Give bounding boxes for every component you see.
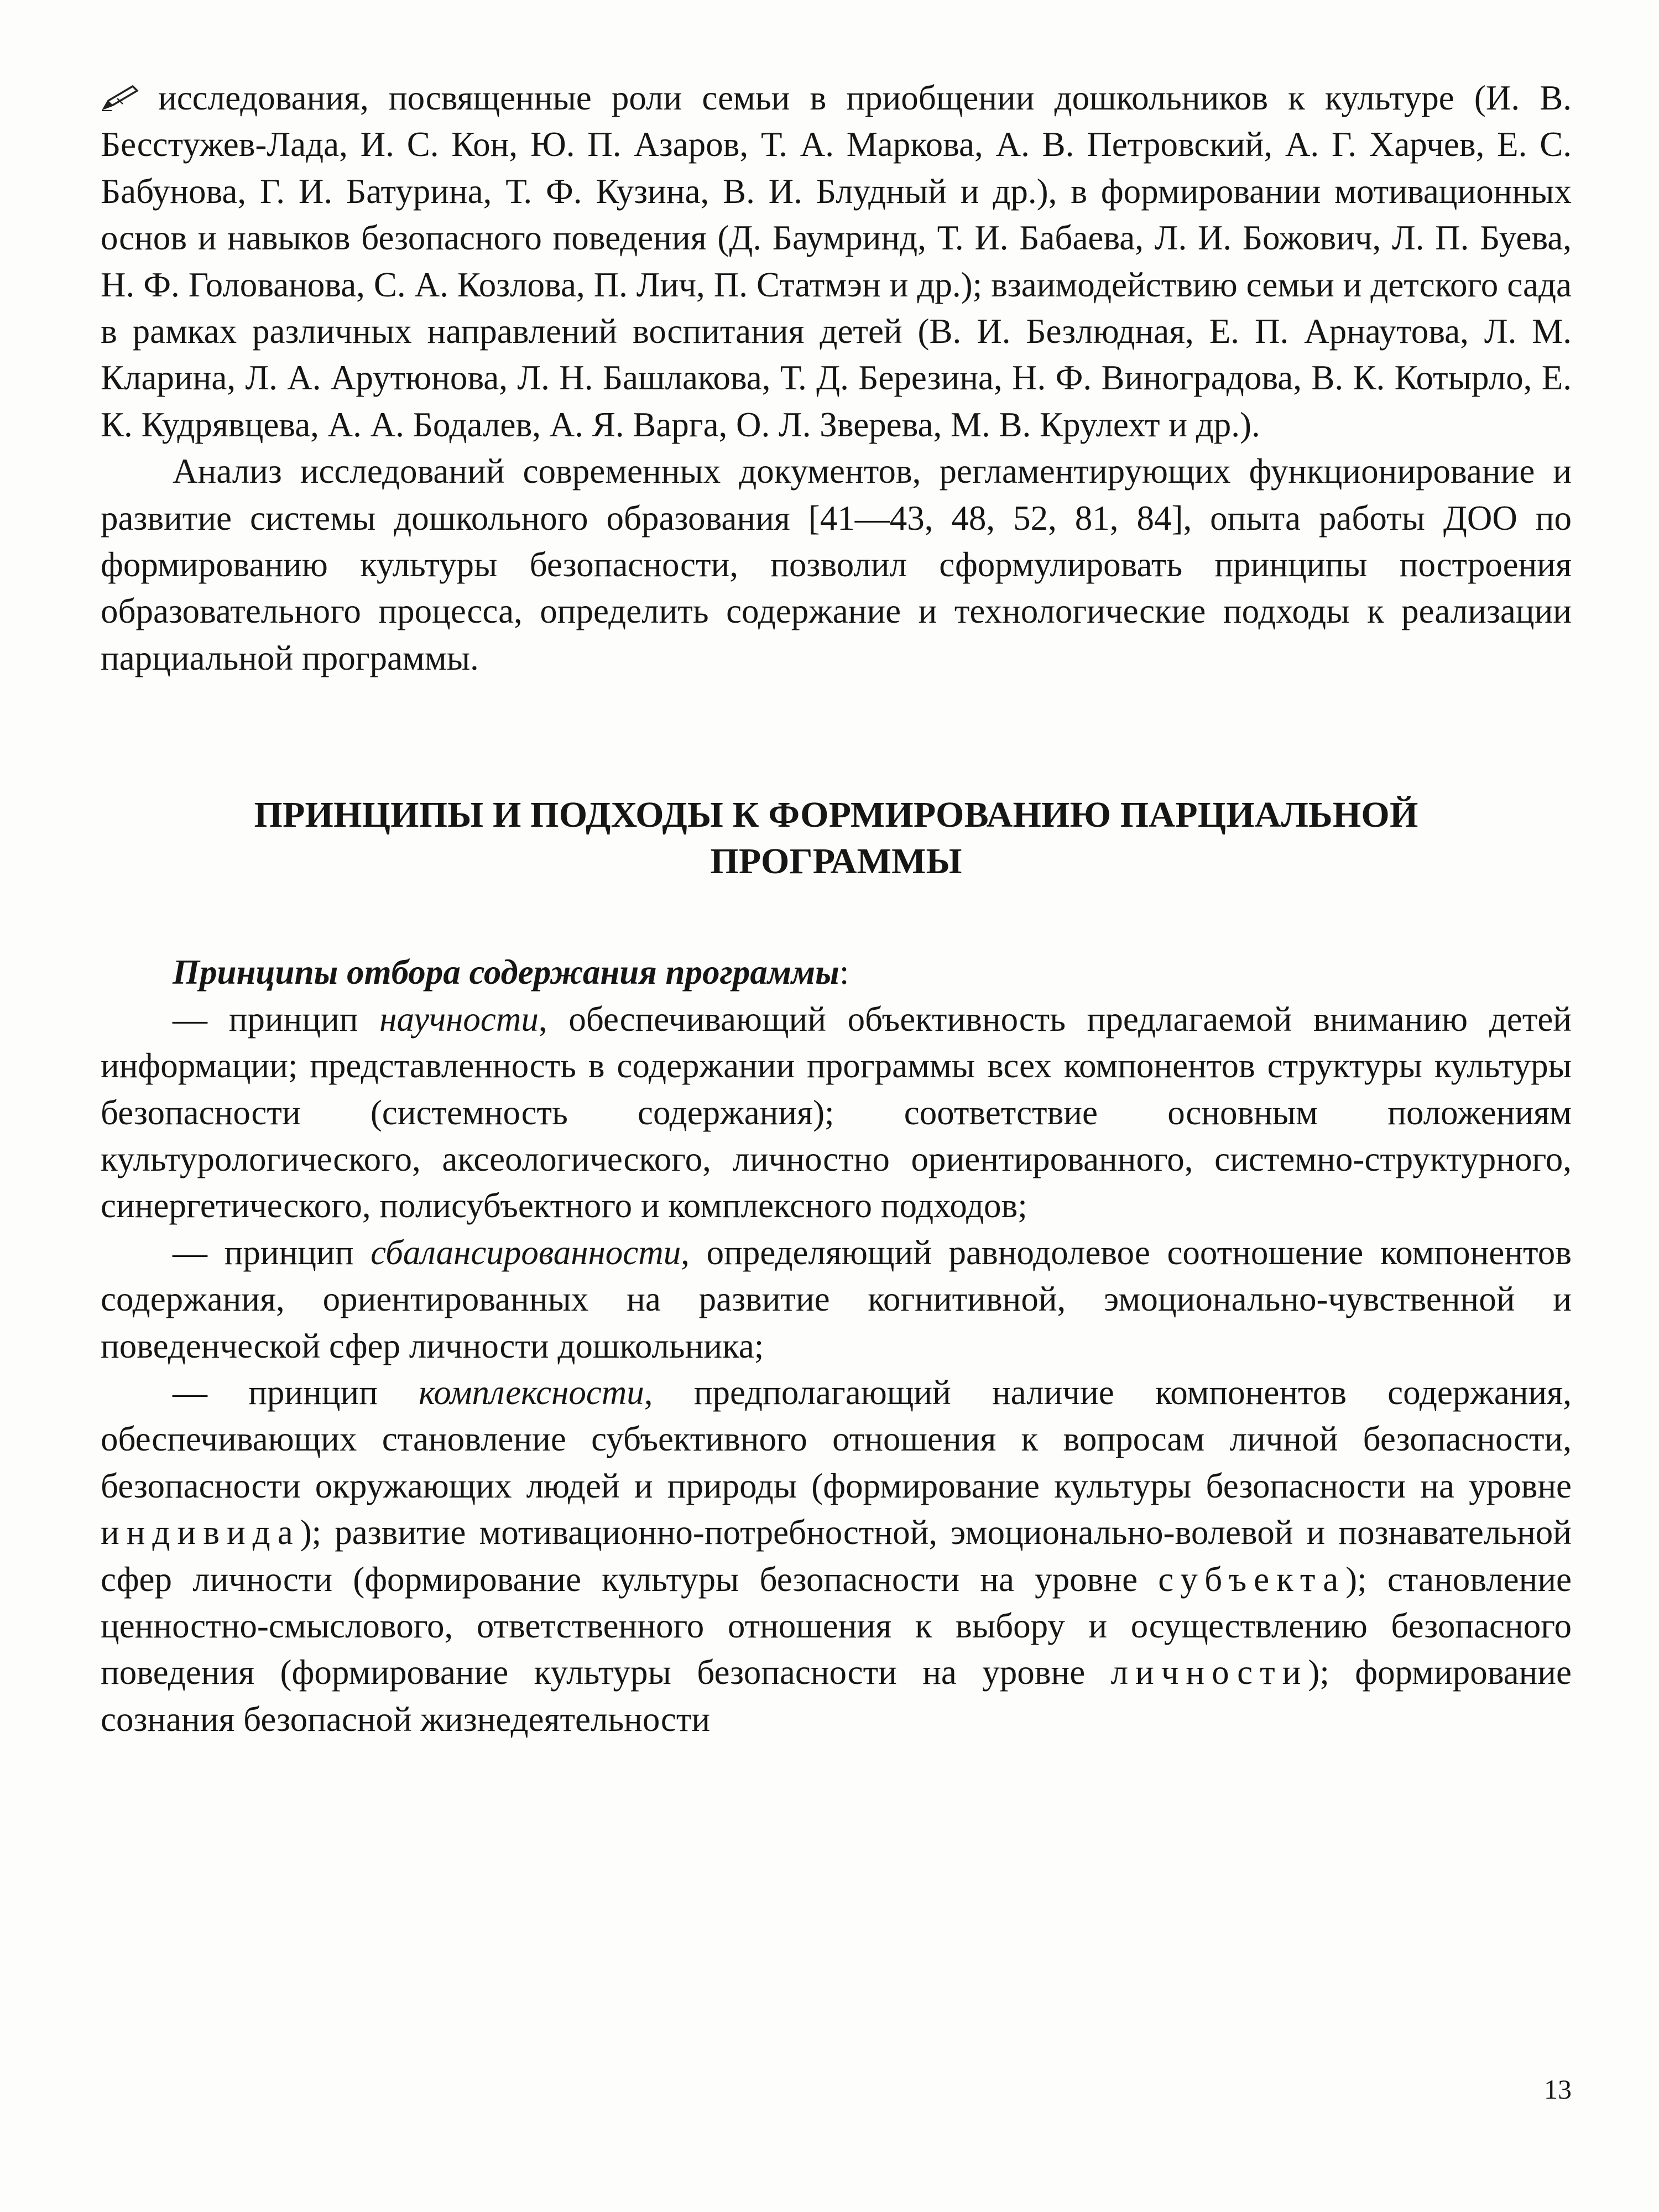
principle-description: , определяющий равнодолевое соотношение компонентов содержания, ориентированных на развитие когнитивной, эмоционально-чувственной и поведенческой сфер личности дошкольника; — [101, 1233, 1572, 1365]
research-paragraph-text: исследования, посвященные роли семьи в приобщении дошкольников к культуре (И. В. Бесстужев-Лада, И. С. Кон, Ю. П. Азаров, Т. А. Маркова, А. В. Петровский, А. Г. Харчев, Е. С. Бабунова, Г. И. Батурина, Т. Ф. Кузина, В. И. Блудный и др.), в формировании мотивационных основ и навыков безопасного поведения (Д. Баумринд, Т. И. Бабаева, Л. И. Божович, Л. П. Буева, Н. Ф. Голованова, С. А. Козлова, П. Лич, П. Статмэн и др.); взаимодействию семьи и детского сада в рамках различных направлений воспитания детей (В. И. Безлюдная, Е. П. Арнаутова, Л. М. Кларина, Л. А. Арутюнова, Л. Н. Башлакова, Т. Д. Березина, Н. Ф. Виноградова, В. К. Котырло, Е. К. Кудрявцева, А. А. Бодалев, А. Я. Варга, О. Л. Зверева, М. В. Крулехт и др.). — [101, 79, 1572, 444]
page-number: 13 — [1544, 2074, 1572, 2105]
analysis-paragraph: Анализ исследований современных документов, регламентирующих функционирование и развитие системы дошкольного образования [41—43, 48, 52, 81, 84], опыта работы ДОО по формированию культуры безопасности, позволил сформулировать принципы построения образовательного процесса, определить содержание и технологические подходы к реализации парциальной программы. — [101, 452, 1572, 677]
principle-prefix: — принцип — [173, 999, 380, 1039]
principles-list — [101, 996, 1572, 1743]
principles-subheading-text: Принципы отбора содержания программы — [173, 953, 839, 992]
principle-description: ); становление ценностно-смыслового, ответственного отношения к выбору и осуществлению безопасного поведения (формирование культуры безопасности на уровне — [101, 1559, 1572, 1692]
pencil-icon — [101, 84, 139, 112]
section-heading-line-2: ПРОГРАММЫ — [710, 841, 962, 882]
principle-description: , предполагающий наличие компонентов содержания, обеспечивающих становление субъективного отношения к вопросам личной безопасности, безопасности окружающих людей и природы (формирование культуры безопасности на уровне — [101, 1373, 1572, 1505]
principle-term: сбалансированности — [371, 1233, 681, 1272]
principle-term: научности — [379, 999, 539, 1039]
principle-term: комплексности — [419, 1373, 644, 1412]
principles-subheading-colon: : — [839, 953, 849, 992]
level-individual: индивида — [101, 1513, 300, 1552]
principle-prefix: — принцип — [173, 1233, 371, 1272]
level-subject: субъекта — [1158, 1559, 1346, 1599]
principle-description: ); развитие мотивационно-потребностной, эмоционально-волевой и познавательной сфер личности (формирование культуры безопасности на уровне — [101, 1513, 1572, 1599]
principle-item — [101, 1229, 1572, 1369]
level-personality: личности — [1110, 1653, 1308, 1692]
principle-item — [101, 996, 1572, 1229]
section-heading — [101, 792, 1572, 885]
text-column — [101, 75, 1572, 1743]
principle-description: ); формирование сознания безопасной жизнедеятельности — [101, 1653, 1572, 1739]
principles-subheading — [101, 949, 1572, 995]
principle-prefix: — принцип — [173, 1373, 419, 1412]
principle-description: , обеспечивающий объективность предлагаемой вниманию детей информации; представленность в содержании программы всех компонентов структуры культуры безопасности (системность содержания); соответствие основным положениям культурологического, аксеологического, личностно ориентированного, системно-структурного, синергетического, полисубъектного и комплексного подходов; — [101, 999, 1572, 1225]
principle-item — [101, 1369, 1572, 1743]
research-paragraph — [101, 75, 1572, 448]
section-heading-line-1: ПРИНЦИПЫ И ПОДХОДЫ К ФОРМИРОВАНИЮ ПАРЦИАЛЬНОЙ — [254, 795, 1418, 836]
